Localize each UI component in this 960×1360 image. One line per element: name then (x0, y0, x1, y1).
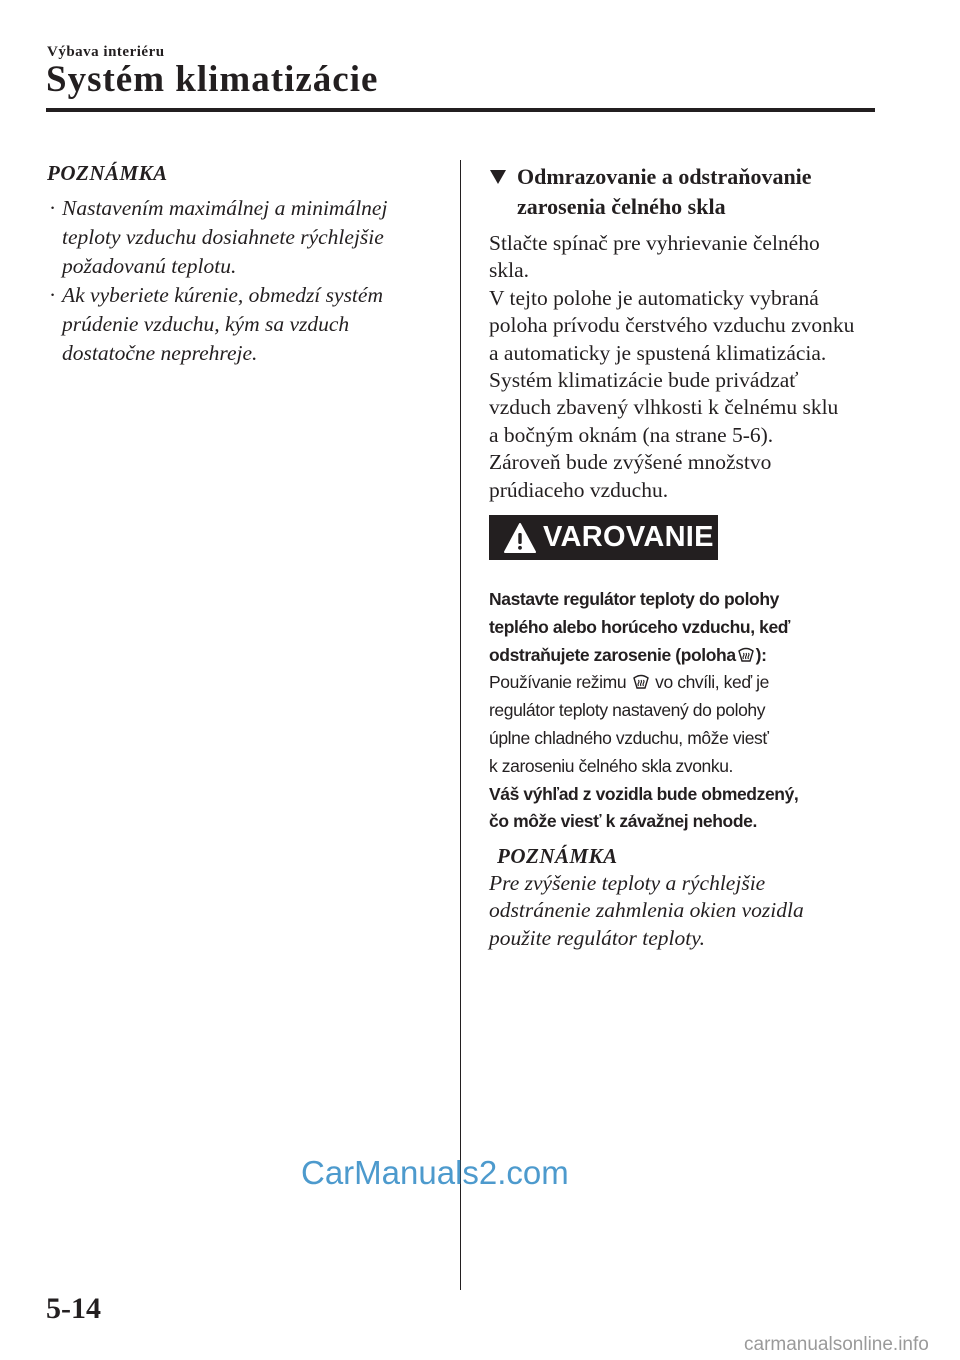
watermark-link[interactable]: CarManuals2.com (301, 1154, 569, 1191)
warning-line: Váš výhľad z vozidla bude obmedzený, (489, 783, 799, 804)
warning-line: úplne chladného vzduchu, môže viesť (489, 727, 769, 748)
note-heading: POZNÁMKA (497, 844, 618, 868)
body-line: a automaticky je spustená klimatizácia. (489, 340, 827, 365)
body-line: Systém klimatizácie bude privádzať (489, 368, 799, 393)
body-line: Stlačte spínač pre vyhrievanie čelného (489, 231, 820, 255)
body-line: V tejto polohe je automaticky vybraná (489, 285, 819, 310)
windshield-defroster-icon (632, 672, 650, 690)
triangle-down-icon (490, 170, 506, 184)
page-title: Systém klimatizácie (46, 59, 379, 100)
note-line: Pre zvýšenie teploty a rýchlejšie (489, 871, 766, 895)
section-heading-line: zarosenia čelného skla (517, 194, 726, 219)
section-label: Výbava interiéru (47, 44, 165, 60)
note-line: odstránenie zahmlenia okien vozidla (489, 898, 804, 923)
warning-bold-text: odstraňujete zarosenie (poloha (489, 644, 736, 665)
warning-text-part: vo chvíli, keď je (655, 672, 769, 693)
warning-text-part: Používanie režimu (489, 672, 627, 693)
body-line: Zároveň bude zvýšené množstvo (489, 450, 772, 475)
note-bullet-list (47, 194, 447, 368)
warning-bold-line (489, 642, 889, 670)
page-number: 5-14 (46, 1292, 101, 1325)
warning-banner (489, 515, 718, 560)
note-line: použite regulátor teploty. (489, 925, 705, 950)
warning-line: k zaroseniu čelného skla zvonku. (489, 755, 734, 776)
warning-line: regulátor teploty nastavený do polohy (489, 700, 766, 721)
body-line: a bočným oknám (na strane 5-6). (489, 422, 774, 447)
note-bullet (47, 194, 447, 281)
warning-text (489, 586, 889, 836)
note-bullet-text: Nastavením maximálnej a minimálnej teploty vzduchu dosiahnete rýchlejšie požadovanú teplotu. (62, 196, 388, 278)
bullet-dot: · (49, 196, 57, 220)
body-line: vzduch zbavený vlhkosti k čelnému sklu (489, 395, 839, 420)
warning-bold-text: ): (755, 644, 767, 665)
body-line: poloha prívodu čerstvého vzduchu zvonku (489, 313, 855, 338)
warning-label: VAROVANIE (543, 521, 714, 553)
section-heading-line: Odmrazovanie a odstraňovanie (517, 164, 812, 189)
bullet-dot: · (49, 283, 57, 307)
note-bullet (47, 281, 447, 368)
warning-bold-line: Nastavte regulátor teploty do polohy (489, 589, 779, 609)
windshield-defroster-icon (737, 645, 755, 663)
note-bullet-text: Ak vyberiete kúrenie, obmedzí systém prúdenie vzduchu, kým sa vzduch dostatočne neprehreje. (62, 283, 383, 365)
warning-line (489, 669, 889, 697)
column-divider (460, 160, 461, 1290)
warning-bold-line: teplého alebo horúceho vzduchu, keď (489, 616, 790, 637)
title-divider (46, 108, 875, 112)
body-paragraph (489, 230, 899, 504)
note-text (489, 870, 889, 952)
body-line: prúdiaceho vzduchu. (489, 477, 669, 502)
warning-line: čo môže viesť k závažnej nehode. (489, 811, 757, 832)
warning-triangle-icon (503, 522, 537, 554)
source-watermark: carmanualsonline.info (744, 1334, 929, 1355)
note-heading: POZNÁMKA (47, 161, 168, 185)
section-heading (490, 162, 890, 222)
body-line: skla. (489, 258, 530, 283)
